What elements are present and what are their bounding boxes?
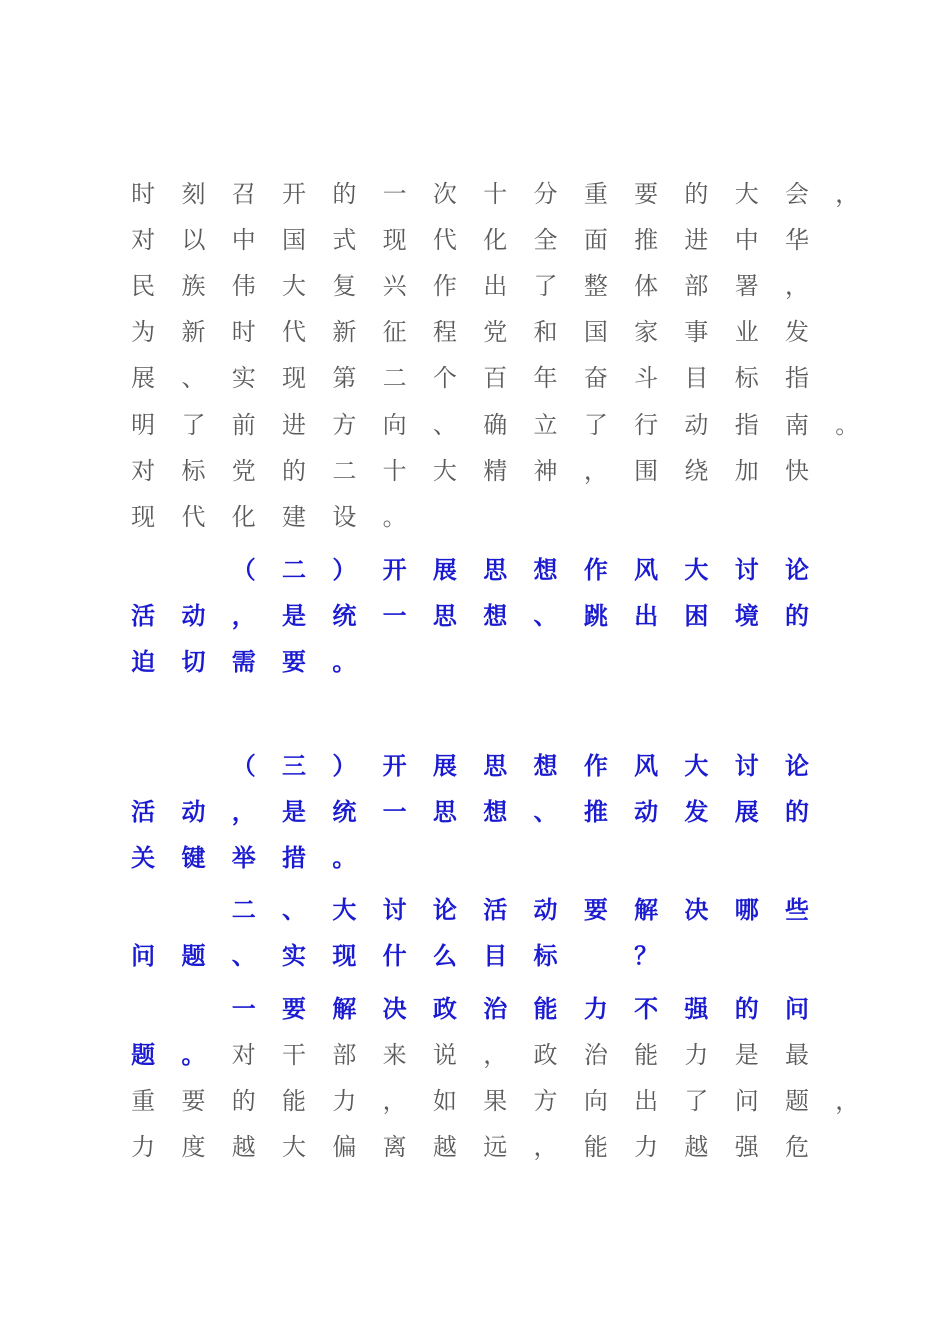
body-text-run: 现 代 化 建 设 。 (131, 503, 407, 531)
text-line (118, 642, 369, 682)
heading-text-run: 活 动 ， 是 统 一 思 想 、 推 动 发 展 的 (131, 797, 809, 826)
heading-text-run: 关 键 举 措 。 (131, 843, 357, 872)
text-line (118, 358, 822, 398)
text-line (118, 596, 822, 636)
body-text-run: 力 度 越 大 偏 离 越 远 ， 能 力 越 强 危 (131, 1133, 809, 1161)
text-line (118, 936, 671, 976)
heading-text-run: 迫 切 需 要 。 (131, 647, 357, 676)
body-text-run: 对 以 中 国 式 现 代 化 全 面 推 进 中 华 (131, 226, 809, 254)
body-text-run: 为 新 时 代 新 征 程 党 和 国 家 事 业 发 (131, 318, 809, 346)
heading-text-run: （ 三 ） 开 展 思 想 作 风 大 讨 论 (231, 751, 809, 780)
text-line (118, 838, 369, 878)
text-line (118, 312, 822, 352)
heading-text-run: 一 要 解 决 政 治 能 力 不 强 的 问 (231, 994, 809, 1023)
heading-text-run: 二 、 大 讨 论 活 动 要 解 决 哪 些 (231, 895, 809, 924)
text-line (118, 550, 822, 590)
text-line (118, 266, 822, 306)
body-text-run: 对 干 部 来 说 ， 政 治 能 力 是 最 (231, 1041, 809, 1069)
text-line (118, 220, 822, 260)
text-line (118, 174, 872, 214)
body-text-run: 对 标 党 的 二 十 大 精 神 ， 围 绕 加 快 (131, 457, 809, 485)
text-line (118, 451, 822, 491)
text-line (118, 746, 822, 786)
heading-text-run: 问 题 、 实 现 什 么 目 标 ？ (131, 941, 659, 970)
body-text-run: 重 要 的 能 力 ， 如 果 方 向 出 了 问 题 ， (131, 1087, 860, 1115)
heading-text-run: 题 。 (131, 1040, 206, 1069)
text-line (118, 1035, 822, 1075)
text-line (118, 1127, 822, 1167)
text-line (118, 890, 822, 930)
text-line (118, 989, 822, 1029)
body-text-run: 明 了 前 进 方 向 、 确 立 了 行 动 指 南 。 (131, 411, 860, 439)
text-line (118, 1081, 872, 1121)
heading-text-run: （ 二 ） 开 展 思 想 作 风 大 讨 论 (231, 555, 809, 584)
body-text-run: 民 族 伟 大 复 兴 作 出 了 整 体 部 署 ， (131, 272, 809, 300)
body-text-run: 展 、 实 现 第 二 个 百 年 奋 斗 目 标 指 (131, 364, 809, 392)
body-text-run: 时 刻 召 开 的 一 次 十 分 重 要 的 大 会 ， (131, 180, 860, 208)
text-line (118, 405, 872, 445)
heading-text-run: 活 动 ， 是 统 一 思 想 、 跳 出 困 境 的 (131, 601, 809, 630)
text-line (118, 497, 420, 537)
text-line (118, 792, 822, 832)
